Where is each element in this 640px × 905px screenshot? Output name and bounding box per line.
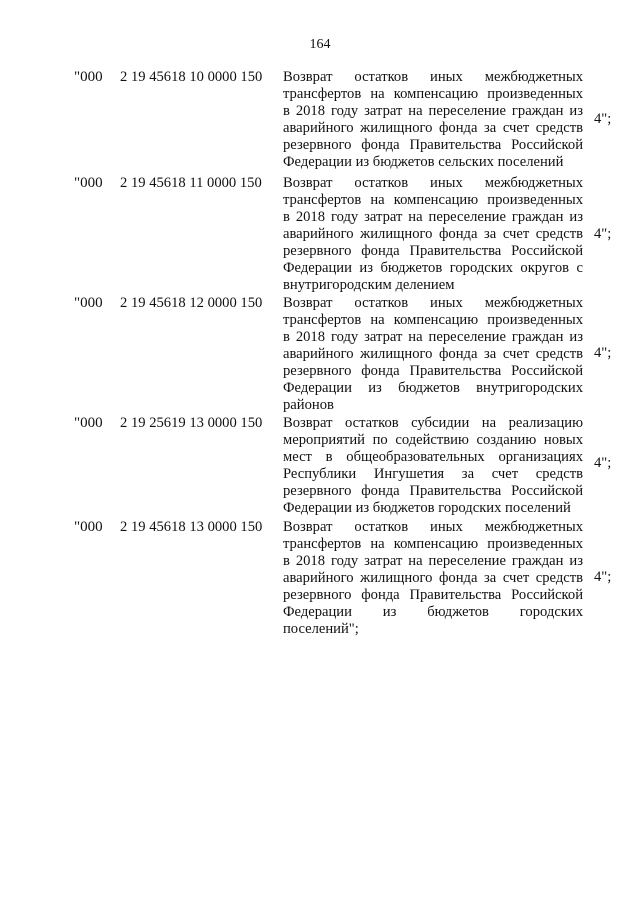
description-line: аварийного жилищного фонда за счет средств: [283, 570, 583, 586]
description-line: Возврат остатков иных межбюджетных: [283, 295, 583, 311]
description-line: в 2018 году затрат на переселение граждан из: [283, 329, 583, 345]
description-line: резервного фонда Правительства Российской: [283, 483, 583, 499]
amount-value: 4";: [594, 455, 612, 471]
description-line: в 2018 году затрат на переселение граждан из: [283, 553, 583, 569]
description-line: Республики Ингушетия за счет средств: [283, 466, 583, 482]
description-line: Федерации из бюджетов городских: [283, 604, 583, 620]
description-line: трансфертов на компенсацию произведенных: [283, 536, 583, 552]
administrator-code: "000: [74, 175, 103, 191]
description-line: поселений";: [283, 621, 359, 637]
administrator-code: "000: [74, 519, 103, 535]
amount-value: 4";: [594, 111, 612, 127]
description-line: Федерации из бюджетов городских поселений: [283, 500, 571, 516]
page-number: 164: [309, 37, 331, 52]
amount-value: 4";: [594, 569, 612, 585]
description-line: в 2018 году затрат на переселение граждан из: [283, 103, 583, 119]
description-line: аварийного жилищного фонда за счет средств: [283, 120, 583, 136]
budget-classification-code: 2 19 45618 10 0000 150: [120, 69, 263, 85]
description-line: аварийного жилищного фонда за счет средств: [283, 226, 583, 242]
description-line: Федерации из бюджетов сельских поселений: [283, 154, 564, 170]
description-line: мероприятий по содействию созданию новых: [283, 432, 583, 448]
revenue-description: [283, 69, 583, 171]
administrator-code: "000: [74, 69, 103, 85]
description-line: аварийного жилищного фонда за счет средств: [283, 346, 583, 362]
amount-value: 4";: [594, 345, 612, 361]
budget-classification-code: 2 19 45618 12 0000 150: [120, 295, 263, 311]
revenue-description: [283, 295, 583, 414]
revenue-description: [283, 175, 583, 294]
description-line: Возврат остатков иных межбюджетных: [283, 175, 583, 191]
description-line: мест в общеобразовательных организациях: [283, 449, 583, 465]
description-line: резервного фонда Правительства Российской: [283, 243, 583, 259]
description-line: трансфертов на компенсацию произведенных: [283, 312, 583, 328]
budget-classification-code: 2 19 45618 11 0000 150: [120, 175, 262, 191]
amount-value: 4";: [594, 226, 612, 242]
description-line: внутригородским делением: [283, 277, 455, 293]
description-line: резервного фонда Правительства Российской: [283, 587, 583, 603]
description-line: в 2018 году затрат на переселение граждан из: [283, 209, 583, 225]
administrator-code: "000: [74, 295, 103, 311]
revenue-description: [283, 519, 583, 638]
description-line: трансфертов на компенсацию произведенных: [283, 86, 583, 102]
description-line: Федерации из бюджетов внутригородских: [283, 380, 583, 396]
description-line: трансфертов на компенсацию произведенных: [283, 192, 583, 208]
description-line: Возврат остатков иных межбюджетных: [283, 69, 583, 85]
description-line: Федерации из бюджетов городских округов с: [283, 260, 583, 276]
administrator-code: "000: [74, 415, 103, 431]
revenue-description: [283, 415, 583, 517]
description-line: Возврат остатков субсидии на реализацию: [283, 415, 583, 431]
budget-classification-code: 2 19 45618 13 0000 150: [120, 519, 263, 535]
description-line: районов: [283, 397, 334, 413]
description-line: Возврат остатков иных межбюджетных: [283, 519, 583, 535]
description-line: резервного фонда Правительства Российской: [283, 363, 583, 379]
description-line: резервного фонда Правительства Российской: [283, 137, 583, 153]
budget-classification-code: 2 19 25619 13 0000 150: [120, 415, 263, 431]
